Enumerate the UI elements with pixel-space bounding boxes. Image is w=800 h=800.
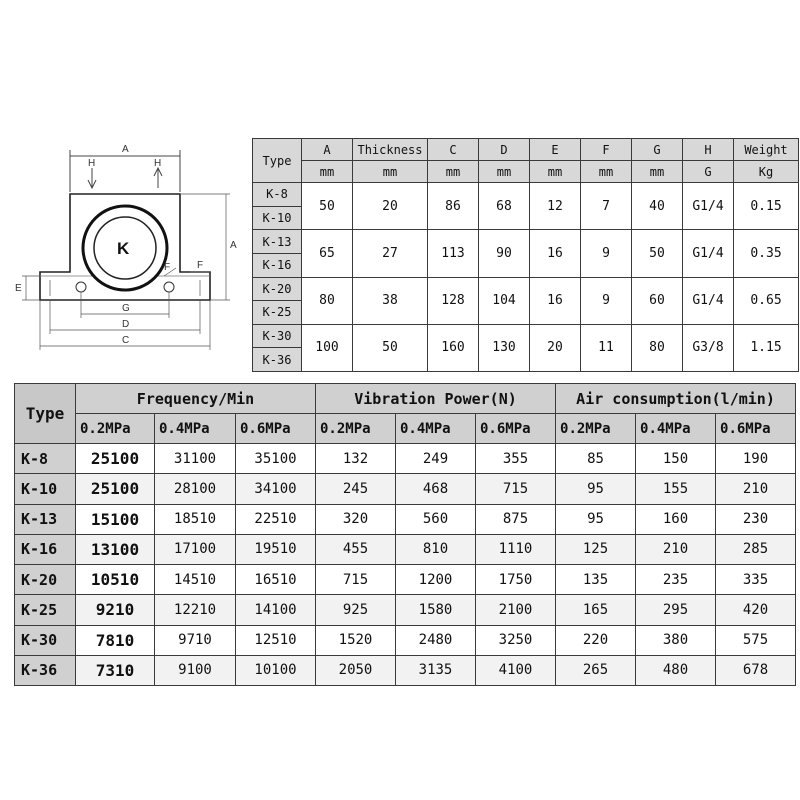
perf-value-cell: 25100	[76, 474, 155, 504]
perf-value-cell: 2100	[476, 595, 556, 625]
dim-value-cell: G1/4	[683, 230, 734, 277]
perf-value-cell: 3250	[476, 625, 556, 655]
perf-value-cell: 155	[636, 474, 716, 504]
perf-value-cell: 15100	[76, 504, 155, 534]
dim-value-cell: 11	[581, 324, 632, 371]
dim-value-cell: 60	[632, 277, 683, 324]
dim-value-cell: 20	[530, 324, 581, 371]
perf-value-cell: 210	[636, 534, 716, 564]
pressure-header: 0.6MPa	[476, 414, 556, 444]
perf-type-cell: K-16	[15, 534, 76, 564]
dim-col-header: G	[632, 139, 683, 161]
label-d: D	[122, 319, 130, 330]
perf-value-cell: 335	[716, 565, 796, 595]
dim-value-cell: 128	[428, 277, 479, 324]
dim-row	[253, 230, 799, 254]
frequency-group-header: Frequency/Min	[76, 384, 316, 414]
dim-col-header: E	[530, 139, 581, 161]
dim-value-cell: 16	[530, 230, 581, 277]
perf-row	[15, 625, 796, 655]
perf-value-cell: 230	[716, 504, 796, 534]
perf-value-cell: 320	[316, 504, 396, 534]
dim-value-cell: 86	[428, 183, 479, 230]
perf-value-cell: 16510	[236, 565, 316, 595]
dim-value-cell: 80	[632, 324, 683, 371]
mount-hole-right	[164, 282, 174, 292]
perf-row	[15, 444, 796, 474]
perf-value-cell: 455	[316, 534, 396, 564]
dim-unit-header: mm	[353, 161, 428, 183]
perf-value-cell: 9710	[155, 625, 236, 655]
pressure-header: 0.4MPa	[396, 414, 476, 444]
pressure-header: 0.4MPa	[636, 414, 716, 444]
perf-value-cell: 1200	[396, 565, 476, 595]
perf-value-cell: 9210	[76, 595, 155, 625]
perf-value-cell: 28100	[155, 474, 236, 504]
perf-value-cell: 7310	[76, 655, 155, 685]
dim-col-header: A	[302, 139, 353, 161]
perf-value-cell: 715	[476, 474, 556, 504]
perf-value-cell: 480	[636, 655, 716, 685]
label-k: K	[117, 239, 130, 258]
dim-value-cell: 100	[302, 324, 353, 371]
dim-type-cell: K-36	[253, 348, 302, 372]
dim-value-cell: 104	[479, 277, 530, 324]
perf-value-cell: 17100	[155, 534, 236, 564]
perf-value-cell: 25100	[76, 444, 155, 474]
perf-value-cell: 3135	[396, 655, 476, 685]
dim-value-cell: 7	[581, 183, 632, 230]
perf-value-cell: 925	[316, 595, 396, 625]
perf-type-cell: K-25	[15, 595, 76, 625]
dim-col-header: F	[581, 139, 632, 161]
perf-value-cell: 190	[716, 444, 796, 474]
perf-value-cell: 10100	[236, 655, 316, 685]
dim-value-cell: G1/4	[683, 183, 734, 230]
pressure-header: 0.2MPa	[76, 414, 155, 444]
perf-value-cell: 210	[716, 474, 796, 504]
perf-value-cell: 7810	[76, 625, 155, 655]
dim-value-cell: 9	[581, 230, 632, 277]
dim-value-cell: 40	[632, 183, 683, 230]
dim-row	[253, 183, 799, 207]
perf-value-cell: 249	[396, 444, 476, 474]
dim-type-cell: K-13	[253, 230, 302, 254]
label-g: G	[122, 303, 130, 314]
dim-value-cell: G3/8	[683, 324, 734, 371]
perf-value-cell: 19510	[236, 534, 316, 564]
dim-value-cell: 0.65	[734, 277, 799, 324]
dim-type-cell: K-20	[253, 277, 302, 301]
dim-value-cell: 130	[479, 324, 530, 371]
label-f-right: F	[197, 260, 204, 271]
perf-value-cell: 875	[476, 504, 556, 534]
perf-value-cell: 34100	[236, 474, 316, 504]
perf-value-cell: 678	[716, 655, 796, 685]
dim-unit-header: Kg	[734, 161, 799, 183]
perf-value-cell: 10510	[76, 565, 155, 595]
perf-type-cell: K-13	[15, 504, 76, 534]
perf-value-cell: 35100	[236, 444, 316, 474]
dim-value-cell: 80	[302, 277, 353, 324]
perf-value-cell: 380	[636, 625, 716, 655]
perf-value-cell: 420	[716, 595, 796, 625]
dim-col-header: D	[479, 139, 530, 161]
perf-value-cell: 31100	[155, 444, 236, 474]
dim-value-cell: 9	[581, 277, 632, 324]
perf-value-cell: 715	[316, 565, 396, 595]
perf-value-cell: 265	[556, 655, 636, 685]
perf-value-cell: 810	[396, 534, 476, 564]
dim-value-cell: 68	[479, 183, 530, 230]
perf-value-cell: 4100	[476, 655, 556, 685]
dim-value-cell: 16	[530, 277, 581, 324]
perf-type-cell: K-10	[15, 474, 76, 504]
perf-value-cell: 125	[556, 534, 636, 564]
dim-value-cell: 0.15	[734, 183, 799, 230]
performance-table	[14, 383, 796, 686]
dim-value-cell: 38	[353, 277, 428, 324]
dim-value-cell: 90	[479, 230, 530, 277]
perf-value-cell: 12210	[155, 595, 236, 625]
dim-col-header: H	[683, 139, 734, 161]
dim-value-cell: 113	[428, 230, 479, 277]
dim-unit-header: G	[683, 161, 734, 183]
vibrator-dimension-drawing	[14, 136, 250, 358]
perf-type-cell: K-30	[15, 625, 76, 655]
dim-unit-header: mm	[428, 161, 479, 183]
perf-value-cell: 235	[636, 565, 716, 595]
dim-value-cell: 1.15	[734, 324, 799, 371]
perf-type-cell: K-36	[15, 655, 76, 685]
dim-value-cell: 12	[530, 183, 581, 230]
perf-value-cell: 1520	[316, 625, 396, 655]
vibration-power-group-header: Vibration Power(N)	[316, 384, 556, 414]
perf-value-cell: 135	[556, 565, 636, 595]
dim-row	[253, 324, 799, 348]
perf-value-cell: 575	[716, 625, 796, 655]
dim-type-cell: K-30	[253, 324, 302, 348]
perf-value-cell: 13100	[76, 534, 155, 564]
perf-row	[15, 655, 796, 685]
dim-value-cell: 50	[632, 230, 683, 277]
perf-row	[15, 504, 796, 534]
perf-value-cell: 468	[396, 474, 476, 504]
perf-value-cell: 14100	[236, 595, 316, 625]
perf-row	[15, 565, 796, 595]
dim-unit-header: mm	[302, 161, 353, 183]
dim-type-header: Type	[253, 139, 302, 183]
pressure-header: 0.2MPa	[556, 414, 636, 444]
perf-type-cell: K-20	[15, 565, 76, 595]
perf-value-cell: 132	[316, 444, 396, 474]
perf-value-cell: 14510	[155, 565, 236, 595]
dim-unit-header: mm	[581, 161, 632, 183]
dim-type-cell: K-10	[253, 206, 302, 230]
label-f-left: F	[164, 262, 171, 273]
perf-value-cell: 1110	[476, 534, 556, 564]
perf-value-cell: 95	[556, 504, 636, 534]
label-a-side: A	[230, 240, 237, 251]
dim-value-cell: 50	[353, 324, 428, 371]
perf-value-cell: 85	[556, 444, 636, 474]
perf-value-cell: 295	[636, 595, 716, 625]
pressure-header: 0.4MPa	[155, 414, 236, 444]
perf-value-cell: 2480	[396, 625, 476, 655]
perf-value-cell: 160	[636, 504, 716, 534]
dim-value-cell: G1/4	[683, 277, 734, 324]
label-h-right: H	[154, 158, 162, 169]
perf-value-cell: 12510	[236, 625, 316, 655]
pressure-header: 0.2MPa	[316, 414, 396, 444]
dim-type-cell: K-8	[253, 183, 302, 207]
perf-value-cell: 165	[556, 595, 636, 625]
dim-unit-header: mm	[632, 161, 683, 183]
dim-value-cell: 65	[302, 230, 353, 277]
perf-value-cell: 22510	[236, 504, 316, 534]
perf-value-cell: 1580	[396, 595, 476, 625]
dim-unit-header: mm	[479, 161, 530, 183]
perf-value-cell: 2050	[316, 655, 396, 685]
perf-row	[15, 595, 796, 625]
pressure-header: 0.6MPa	[716, 414, 796, 444]
perf-value-cell: 95	[556, 474, 636, 504]
dim-type-cell: K-16	[253, 253, 302, 277]
label-c: C	[122, 335, 130, 346]
label-a-top: A	[122, 144, 129, 155]
dim-value-cell: 27	[353, 230, 428, 277]
perf-value-cell: 560	[396, 504, 476, 534]
dim-value-cell: 160	[428, 324, 479, 371]
dim-col-header: Thickness	[353, 139, 428, 161]
perf-value-cell: 9100	[155, 655, 236, 685]
perf-value-cell: 150	[636, 444, 716, 474]
pressure-header: 0.6MPa	[236, 414, 316, 444]
perf-row	[15, 534, 796, 564]
label-e: E	[15, 283, 22, 294]
dim-row	[253, 277, 799, 301]
dim-col-header: C	[428, 139, 479, 161]
perf-value-cell: 1750	[476, 565, 556, 595]
perf-value-cell: 355	[476, 444, 556, 474]
dim-value-cell: 20	[353, 183, 428, 230]
label-h-left: H	[88, 158, 96, 169]
dim-unit-header: mm	[530, 161, 581, 183]
perf-type-cell: K-8	[15, 444, 76, 474]
dimension-table	[252, 138, 799, 372]
dim-value-cell: 50	[302, 183, 353, 230]
dim-value-cell: 0.35	[734, 230, 799, 277]
mount-hole-left	[76, 282, 86, 292]
air-consumption-group-header: Air consumption(l/min)	[556, 384, 796, 414]
dim-type-cell: K-25	[253, 301, 302, 325]
perf-row	[15, 474, 796, 504]
dim-col-header: Weight	[734, 139, 799, 161]
perf-type-header: Type	[15, 384, 76, 444]
dimension-diagram	[14, 136, 250, 358]
perf-value-cell: 285	[716, 534, 796, 564]
perf-value-cell: 18510	[155, 504, 236, 534]
perf-value-cell: 245	[316, 474, 396, 504]
perf-value-cell: 220	[556, 625, 636, 655]
